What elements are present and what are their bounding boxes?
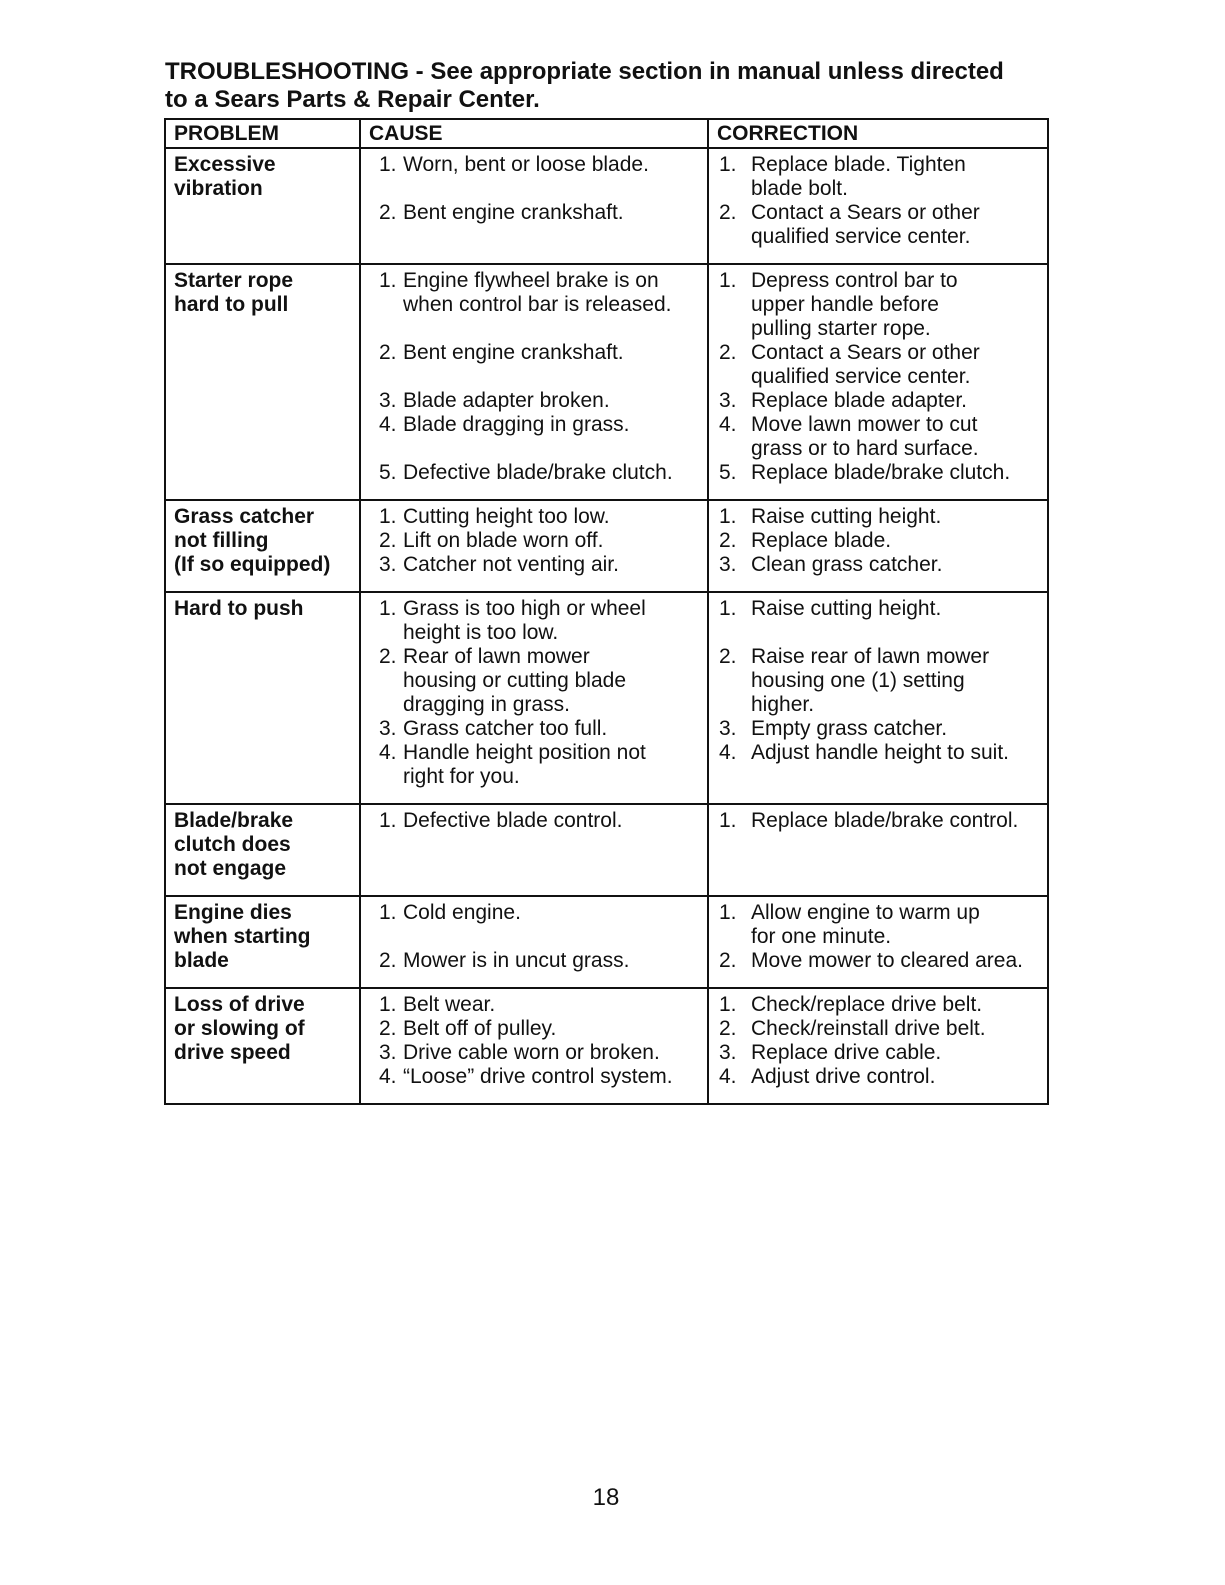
problem-cell: Hard to push: [165, 592, 360, 804]
correction-item-text: Raise cutting height.: [751, 597, 942, 620]
correction-item: [717, 461, 1041, 485]
heading-line-1: TROUBLESHOOTING - See appropriate section in manual unless directed: [165, 58, 1004, 85]
correction-cell: [708, 148, 1048, 264]
correction-item-text: Replace blade/brake clutch.: [751, 461, 1011, 484]
page-heading: [165, 58, 1065, 114]
cause-item-number: 4.: [379, 741, 397, 764]
table-row: [165, 500, 1048, 592]
cause-item: [369, 741, 701, 789]
cause-item-number: 3.: [379, 553, 397, 576]
correction-item: [717, 717, 1041, 741]
cause-item-text: Defective blade/brake clutch.: [403, 461, 673, 484]
correction-item-number: 1.: [719, 597, 737, 620]
cause-item-number: 4.: [379, 413, 397, 436]
cause-item-number: 4.: [379, 1065, 397, 1088]
cause-cell: [360, 988, 708, 1104]
cause-item-text: Lift on blade worn off.: [403, 529, 604, 552]
correction-item-number: 2.: [719, 1017, 737, 1040]
problem-cell: Blade/brake clutch does not engage: [165, 804, 360, 896]
correction-item: [717, 341, 1041, 389]
cause-item-text: Drive cable worn or broken.: [403, 1041, 660, 1064]
correction-item-text: Check/reinstall drive belt.: [751, 1017, 986, 1040]
line-spacer: [717, 621, 1041, 645]
correction-item-number: 1.: [719, 153, 737, 176]
cause-item-number: 1.: [379, 809, 397, 832]
line-spacer: [369, 317, 701, 341]
cause-item-text: Rear of lawn mower housing or cutting blade dragging in grass.: [403, 645, 626, 716]
correction-item: [717, 597, 1041, 621]
cause-item-text: Cold engine.: [403, 901, 521, 924]
correction-item: [717, 1041, 1041, 1065]
troubleshooting-table: [164, 118, 1049, 1105]
table-row: [165, 804, 1048, 896]
correction-item-text: Move mower to cleared area.: [751, 949, 1023, 972]
correction-item-number: 4.: [719, 741, 737, 764]
cause-item-number: 1.: [379, 505, 397, 528]
cause-item: [369, 153, 701, 177]
correction-item: [717, 949, 1041, 973]
cause-item: [369, 461, 701, 485]
cause-item-text: Belt off of pulley.: [403, 1017, 557, 1040]
correction-item-text: Replace blade adapter.: [751, 389, 967, 412]
correction-item-number: 5.: [719, 461, 737, 484]
correction-item: [717, 553, 1041, 577]
correction-item-text: Replace blade.: [751, 529, 892, 552]
correction-cell: [708, 500, 1048, 592]
cause-item: [369, 993, 701, 1017]
problem-column-header: PROBLEM: [165, 119, 360, 148]
cause-item-text: Bent engine crankshaft.: [403, 341, 624, 364]
cause-item-text: Engine flywheel brake is on when control bar is released.: [403, 269, 672, 316]
correction-item: [717, 741, 1041, 765]
correction-item-number: 2.: [719, 645, 737, 668]
correction-item-text: Move lawn mower to cut grass or to hard surface.: [751, 413, 979, 460]
correction-item-number: 4.: [719, 1065, 737, 1088]
correction-item-text: Raise cutting height.: [751, 505, 942, 528]
cause-item-text: Handle height position not right for you.: [403, 741, 646, 788]
correction-item-text: Check/replace drive belt.: [751, 993, 983, 1016]
correction-item: [717, 505, 1041, 529]
cause-item-text: Catcher not venting air.: [403, 553, 619, 576]
cause-item-number: 3.: [379, 1041, 397, 1064]
cause-item: [369, 645, 701, 717]
cause-item: [369, 553, 701, 577]
table-header-row: [165, 119, 1048, 148]
cause-item-number: 1.: [379, 993, 397, 1016]
correction-item: [717, 993, 1041, 1017]
correction-item-number: 2.: [719, 529, 737, 552]
correction-item-text: Adjust drive control.: [751, 1065, 936, 1088]
correction-item: [717, 529, 1041, 553]
cause-item-number: 2.: [379, 201, 397, 224]
cause-item-number: 2.: [379, 645, 397, 668]
cause-column-header: CAUSE: [360, 119, 708, 148]
cause-item-text: Belt wear.: [403, 993, 496, 1016]
table-row: [165, 148, 1048, 264]
cause-item-text: Mower is in uncut grass.: [403, 949, 630, 972]
cause-item: [369, 597, 701, 645]
cause-item-number: 1.: [379, 597, 397, 620]
page-number: 18: [592, 1484, 620, 1511]
correction-item: [717, 153, 1041, 201]
correction-item: [717, 201, 1041, 249]
cause-cell: [360, 500, 708, 592]
cause-item: [369, 413, 701, 437]
problem-cell: Loss of drive or slowing of drive speed: [165, 988, 360, 1104]
correction-item-number: 3.: [719, 717, 737, 740]
correction-item: [717, 645, 1041, 717]
cause-item-number: 3.: [379, 389, 397, 412]
cause-item: [369, 809, 701, 833]
correction-item: [717, 389, 1041, 413]
table-row: [165, 264, 1048, 500]
cause-item-text: Bent engine crankshaft.: [403, 201, 624, 224]
cause-item: [369, 269, 701, 317]
cause-item: [369, 341, 701, 365]
correction-cell: [708, 896, 1048, 988]
correction-item: [717, 1065, 1041, 1089]
table-row: [165, 896, 1048, 988]
cause-item-text: Cutting height too low.: [403, 505, 610, 528]
cause-item-text: Blade dragging in grass.: [403, 413, 630, 436]
cause-item-number: 5.: [379, 461, 397, 484]
cause-item-number: 2.: [379, 341, 397, 364]
cause-cell: [360, 896, 708, 988]
cause-item-text: Blade adapter broken.: [403, 389, 610, 412]
cause-item: [369, 717, 701, 741]
cause-cell: [360, 592, 708, 804]
cause-cell: [360, 264, 708, 500]
correction-item-text: Adjust handle height to suit.: [751, 741, 1010, 764]
heading-line-2: to a Sears Parts & Repair Center.: [165, 86, 540, 113]
correction-item-text: Clean grass catcher.: [751, 553, 943, 576]
cause-item: [369, 949, 701, 973]
table-row: [165, 988, 1048, 1104]
correction-item-text: Contact a Sears or other qualified service center.: [751, 341, 980, 388]
cause-cell: [360, 148, 708, 264]
line-spacer: [369, 437, 701, 461]
cause-item-number: 2.: [379, 1017, 397, 1040]
cause-cell: [360, 804, 708, 896]
correction-item-text: Contact a Sears or other qualified service center.: [751, 201, 980, 248]
cause-item-text: Worn, bent or loose blade.: [403, 153, 649, 176]
cause-item: [369, 901, 701, 925]
correction-item-number: 2.: [719, 949, 737, 972]
line-spacer: [369, 925, 701, 949]
correction-item-text: Replace blade/brake control.: [751, 809, 1019, 832]
correction-item-number: 1.: [719, 505, 737, 528]
correction-item-number: 1.: [719, 809, 737, 832]
cause-item-number: 2.: [379, 529, 397, 552]
correction-item: [717, 1017, 1041, 1041]
cause-item-number: 3.: [379, 717, 397, 740]
cause-item: [369, 389, 701, 413]
correction-column-header: CORRECTION: [708, 119, 1048, 148]
correction-item-text: Raise rear of lawn mower housing one (1) setting higher.: [751, 645, 990, 716]
cause-item-number: 2.: [379, 949, 397, 972]
correction-item-number: 3.: [719, 1041, 737, 1064]
cause-item-text: “Loose” drive control system.: [403, 1065, 673, 1088]
cause-item: [369, 1017, 701, 1041]
correction-item-number: 1.: [719, 269, 737, 292]
cause-item: [369, 1065, 701, 1089]
cause-item-text: Defective blade control.: [403, 809, 623, 832]
table-row: [165, 592, 1048, 804]
correction-cell: [708, 592, 1048, 804]
cause-item-text: Grass is too high or wheel height is too low.: [403, 597, 646, 644]
cause-item: [369, 529, 701, 553]
table-body: [165, 148, 1048, 1104]
problem-cell: Starter rope hard to pull: [165, 264, 360, 500]
correction-item-number: 1.: [719, 993, 737, 1016]
correction-item: [717, 901, 1041, 949]
correction-item-text: Allow engine to warm up for one minute.: [751, 901, 980, 948]
cause-item: [369, 505, 701, 529]
correction-item-number: 1.: [719, 901, 737, 924]
correction-item-text: Replace drive cable.: [751, 1041, 942, 1064]
correction-item-number: 3.: [719, 553, 737, 576]
correction-cell: [708, 264, 1048, 500]
cause-item-number: 1.: [379, 269, 397, 292]
correction-cell: [708, 988, 1048, 1104]
line-spacer: [369, 177, 701, 201]
cause-item-text: Grass catcher too full.: [403, 717, 608, 740]
cause-item: [369, 201, 701, 225]
line-spacer: [369, 365, 701, 389]
cause-item-number: 1.: [379, 153, 397, 176]
problem-cell: Grass catcher not filling (If so equipped): [165, 500, 360, 592]
correction-item-text: Depress control bar to upper handle before pulling starter rope.: [751, 269, 958, 340]
problem-cell: Engine dies when starting blade: [165, 896, 360, 988]
correction-item-number: 2.: [719, 341, 737, 364]
correction-item-text: Replace blade. Tighten blade bolt.: [751, 153, 966, 200]
correction-item: [717, 413, 1041, 461]
correction-item-number: 3.: [719, 389, 737, 412]
cause-item: [369, 1041, 701, 1065]
correction-cell: [708, 804, 1048, 896]
correction-item-number: 4.: [719, 413, 737, 436]
cause-item-number: 1.: [379, 901, 397, 924]
problem-cell: Excessive vibration: [165, 148, 360, 264]
correction-item-number: 2.: [719, 201, 737, 224]
correction-item-text: Empty grass catcher.: [751, 717, 948, 740]
correction-item: [717, 269, 1041, 341]
correction-item: [717, 809, 1041, 833]
